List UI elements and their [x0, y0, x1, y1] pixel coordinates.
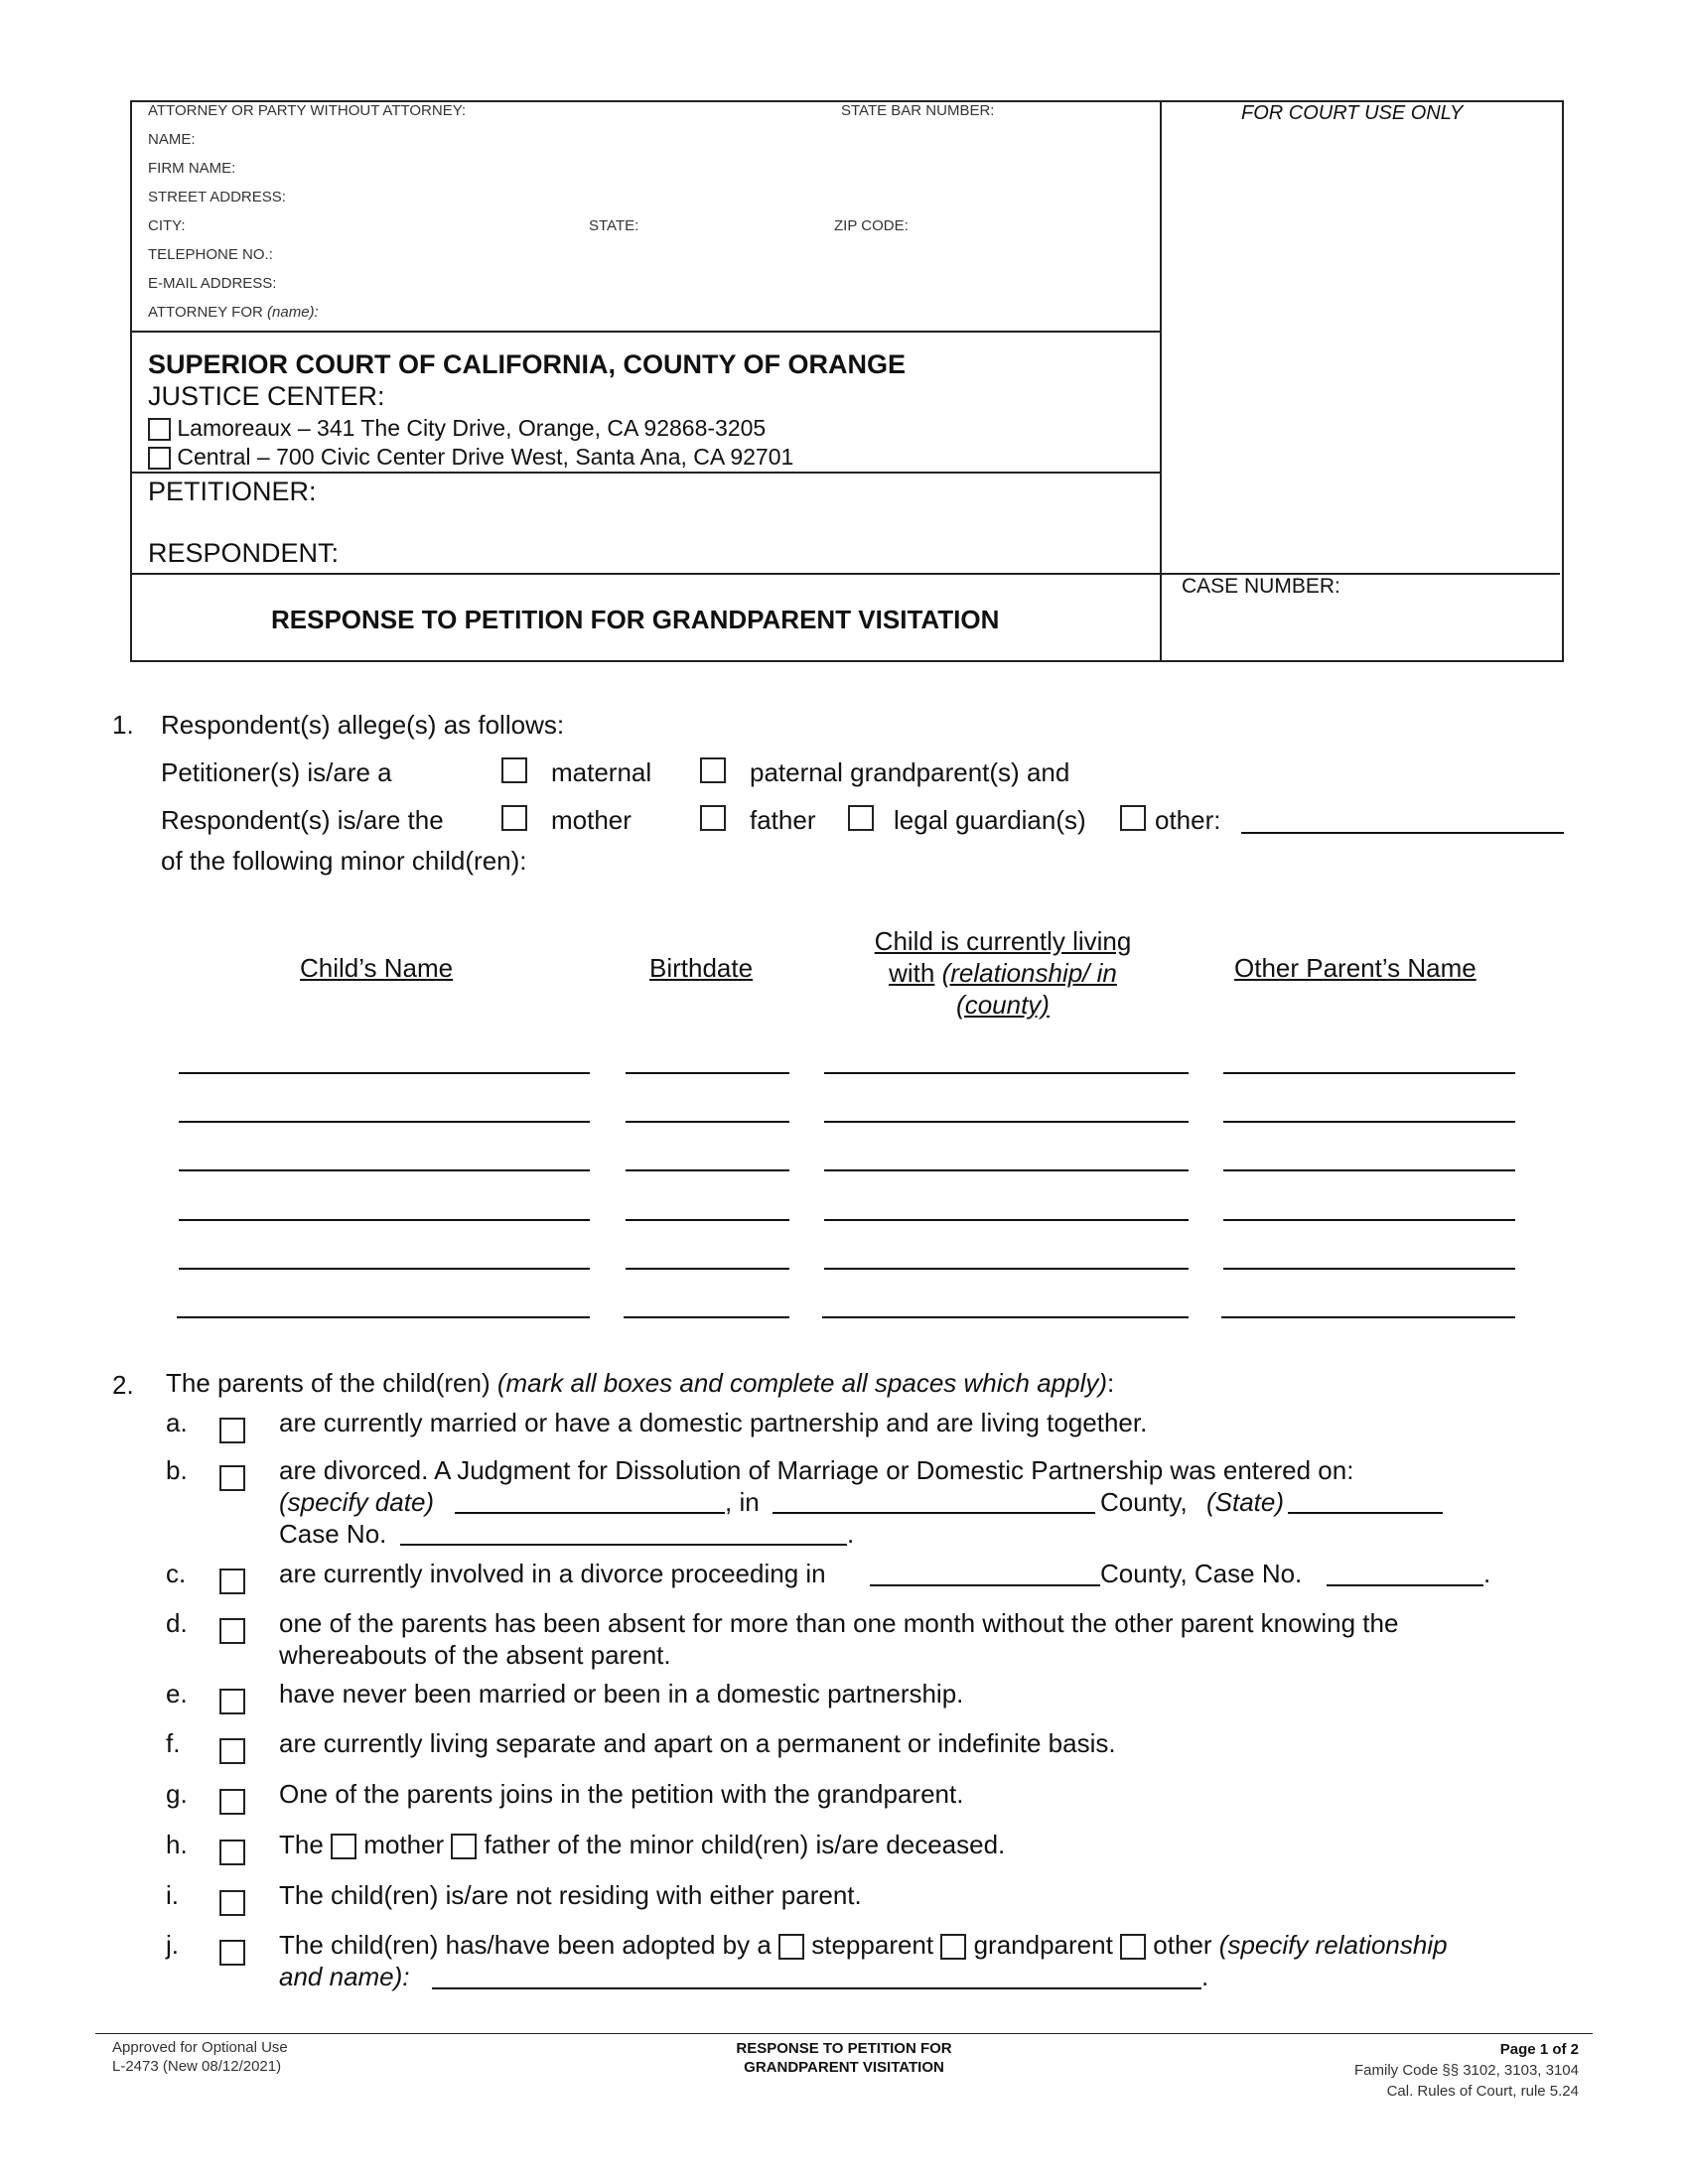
- section1-intro: Respondent(s) allege(s) as follows:: [161, 710, 565, 740]
- section2-intro-end: :: [1107, 1368, 1115, 1398]
- attorney-label: ATTORNEY OR PARTY WITHOUT ATTORNEY:: [148, 102, 467, 119]
- item-h-checkbox[interactable]: [219, 1840, 245, 1865]
- row4-other-parent[interactable]: [1223, 1219, 1515, 1221]
- row1-living[interactable]: [824, 1072, 1189, 1074]
- row1-birthdate[interactable]: [626, 1072, 789, 1074]
- court-name: SUPERIOR COURT OF CALIFORNIA, COUNTY OF ORANGE: [148, 349, 907, 379]
- item-g-checkbox[interactable]: [219, 1789, 245, 1815]
- item-j-grandparent-checkbox[interactable]: [940, 1934, 966, 1960]
- row5-living[interactable]: [824, 1268, 1189, 1270]
- section2-intro-hint: (mark all boxes and complete all spaces which apply): [496, 1368, 1108, 1398]
- respondent-relation-text: Respondent(s) is/are the: [161, 805, 444, 835]
- footer-legal: [1241, 2039, 1579, 2102]
- father-checkbox[interactable]: [700, 805, 726, 831]
- item-e-checkbox[interactable]: [219, 1689, 245, 1714]
- item-a-text: are currently married or have a domestic partnership and are living together.: [279, 1408, 1148, 1437]
- zip-label: ZIP CODE:: [834, 217, 909, 234]
- item-a-checkbox[interactable]: [219, 1418, 245, 1443]
- other-checkbox[interactable]: [1120, 805, 1146, 831]
- state-label: STATE:: [589, 217, 639, 234]
- item-f-letter: f.: [166, 1728, 181, 1758]
- item-j-letter: j.: [166, 1930, 179, 1960]
- item-b-in: , in: [725, 1487, 760, 1517]
- center-option-lamoreaux[interactable]: [148, 415, 766, 442]
- footer-title-line1: RESPONSE TO PETITION FOR: [736, 2040, 952, 2057]
- item-j-checkbox[interactable]: [219, 1940, 245, 1966]
- row5-other-parent[interactable]: [1223, 1268, 1515, 1270]
- item-j-other: other: [1153, 1930, 1212, 1960]
- item-b-date-input[interactable]: [455, 1512, 725, 1514]
- item-c-text: are currently involved in a divorce proceeding in: [279, 1559, 826, 1588]
- firm-label: FIRM NAME:: [148, 160, 236, 177]
- item-e-text: have never been married or been in a domestic partnership.: [279, 1679, 964, 1708]
- central-checkbox[interactable]: [148, 447, 171, 470]
- col-header-living-with: with: [889, 958, 935, 988]
- attorney-for-hint: (name):: [267, 304, 319, 321]
- item-h-letter: h.: [166, 1830, 188, 1859]
- row2-name[interactable]: [179, 1121, 590, 1123]
- footer-rules: Cal. Rules of Court, rule 5.24: [1386, 2083, 1579, 2100]
- respondent-label: RESPONDENT:: [148, 538, 340, 568]
- footer-page: Page 1 of 2: [1499, 2041, 1579, 2058]
- item-d-text1: one of the parents has been absent for more than one month without the other parent knowing the: [279, 1608, 1399, 1638]
- item-g-letter: g.: [166, 1779, 188, 1809]
- item-d-letter: d.: [166, 1608, 188, 1638]
- row4-birthdate[interactable]: [626, 1219, 789, 1221]
- row3-name[interactable]: [179, 1169, 590, 1171]
- footer-rule: [95, 2033, 1593, 2034]
- item-b-specify: (specify date): [279, 1487, 435, 1517]
- case-number-label: CASE NUMBER:: [1182, 575, 1340, 598]
- item-i-checkbox[interactable]: [219, 1890, 245, 1916]
- item-j-text: The child(ren) has/have been adopted by a: [279, 1930, 772, 1960]
- row4-living[interactable]: [824, 1219, 1189, 1221]
- item-j-other-checkbox[interactable]: [1120, 1934, 1146, 1960]
- row6-living[interactable]: [822, 1316, 1189, 1318]
- row3-birthdate[interactable]: [626, 1169, 789, 1171]
- item-j-stepparent: stepparent: [811, 1930, 934, 1960]
- following-children-text: of the following minor child(ren):: [161, 846, 527, 876]
- city-label: CITY:: [148, 217, 186, 234]
- col-header-birthdate: Birthdate: [649, 953, 754, 983]
- item-b-state: (State): [1206, 1487, 1285, 1517]
- item-b-case-input[interactable]: [400, 1544, 847, 1546]
- row6-name[interactable]: [177, 1316, 590, 1318]
- phone-label: TELEPHONE NO.:: [148, 246, 273, 263]
- other-label: other:: [1155, 805, 1221, 835]
- lamoreaux-label: Lamoreaux – 341 The City Drive, Orange, CA 92868-3205: [177, 415, 767, 441]
- paternal-label: paternal grandparent(s) and: [750, 757, 1070, 787]
- item-g-text: One of the parents joins in the petition with the grandparent.: [279, 1779, 964, 1809]
- item-h-mother: mother: [363, 1830, 445, 1859]
- court-use-label: FOR COURT USE ONLY: [1241, 102, 1464, 124]
- row6-other-parent[interactable]: [1221, 1316, 1515, 1318]
- item-b-period: .: [847, 1519, 855, 1549]
- footer-family-code: Family Code §§ 3102, 3103, 3104: [1354, 2062, 1579, 2079]
- form-title: RESPONSE TO PETITION FOR GRANDPARENT VISITATION: [271, 605, 1000, 634]
- name-label: NAME:: [148, 131, 196, 148]
- maternal-checkbox[interactable]: [501, 757, 527, 783]
- item-c-checkbox[interactable]: [219, 1569, 245, 1594]
- item-b-checkbox[interactable]: [219, 1465, 245, 1491]
- item-c-period: .: [1483, 1559, 1491, 1588]
- other-input[interactable]: [1241, 832, 1564, 834]
- row2-other-parent[interactable]: [1223, 1121, 1515, 1123]
- item-d-text2: whereabouts of the absent parent.: [279, 1640, 671, 1670]
- maternal-label: maternal: [551, 757, 652, 787]
- justice-center-label: JUSTICE CENTER:: [148, 381, 385, 411]
- item-f-checkbox[interactable]: [219, 1738, 245, 1764]
- item-h-the: The: [279, 1830, 324, 1859]
- item-b-state-input[interactable]: [1288, 1512, 1443, 1514]
- center-option-central[interactable]: [148, 444, 793, 471]
- mother-label: mother: [551, 805, 632, 835]
- row1-name[interactable]: [179, 1072, 590, 1074]
- attorney-divider: [130, 331, 1160, 333]
- item-b-letter: b.: [166, 1455, 188, 1485]
- col-header-living-county: (county): [956, 990, 1050, 1020]
- attorney-for-label: [148, 304, 319, 321]
- central-label: Central – 700 Civic Center Drive West, Santa Ana, CA 92701: [177, 444, 794, 470]
- item-j-relationship-input[interactable]: [432, 1987, 1201, 1989]
- petitioner-relation-text: Petitioner(s) is/are a: [161, 757, 392, 787]
- col-header-other-parent: Other Parent’s Name: [1234, 953, 1477, 983]
- footer-approved: Approved for Optional Use: [112, 2039, 288, 2056]
- caption-divider: [1160, 100, 1162, 660]
- lamoreaux-checkbox[interactable]: [148, 418, 171, 441]
- col-header-living-rel: (relationship/ in: [941, 958, 1117, 988]
- col-header-living: [824, 925, 1182, 1021]
- section1-number: 1.: [112, 710, 134, 740]
- item-f-text: are currently living separate and apart on a permanent or indefinite basis.: [279, 1728, 1116, 1758]
- item-j-line: [279, 1930, 1448, 1961]
- item-h-line: [279, 1830, 1005, 1860]
- item-j-specify: (specify relationship: [1218, 1930, 1448, 1960]
- item-i-text: The child(ren) is/are not residing with either parent.: [279, 1880, 862, 1910]
- row2-living[interactable]: [824, 1121, 1189, 1123]
- col-header-name: Child’s Name: [300, 953, 454, 983]
- item-j-and-name: and name):: [279, 1962, 410, 1991]
- item-j-period: .: [1201, 1962, 1209, 1991]
- section2-number: 2.: [112, 1370, 134, 1400]
- item-b-county-input[interactable]: [773, 1512, 1095, 1514]
- row6-birthdate[interactable]: [624, 1316, 789, 1318]
- item-c-letter: c.: [166, 1559, 187, 1588]
- title-divider: [130, 573, 1560, 575]
- item-b-case-label: Case No.: [279, 1519, 387, 1549]
- section2-intro-text: The parents of the child(ren): [166, 1368, 491, 1398]
- item-e-letter: e.: [166, 1679, 188, 1708]
- col-header-living-line2: [824, 957, 1182, 989]
- mother-checkbox[interactable]: [501, 805, 527, 831]
- footer-title: [695, 2039, 993, 2077]
- item-i-letter: i.: [166, 1880, 179, 1910]
- item-b-county: County,: [1100, 1487, 1188, 1517]
- father-label: father: [750, 805, 816, 835]
- item-j-stepparent-checkbox[interactable]: [778, 1934, 804, 1960]
- col-header-living-line1: Child is currently living: [874, 926, 1132, 956]
- paternal-checkbox[interactable]: [700, 757, 726, 783]
- row5-birthdate[interactable]: [626, 1268, 789, 1270]
- item-h-father-checkbox[interactable]: [451, 1834, 477, 1859]
- row3-living[interactable]: [824, 1169, 1189, 1171]
- item-c-county: County, Case No.: [1100, 1559, 1303, 1588]
- row1-other-parent[interactable]: [1223, 1072, 1515, 1074]
- item-d-checkbox[interactable]: [219, 1618, 245, 1644]
- item-c-case-input[interactable]: [1327, 1584, 1483, 1586]
- section2-intro: [166, 1368, 1114, 1399]
- row2-birthdate[interactable]: [626, 1121, 789, 1123]
- state-bar-label: STATE BAR NUMBER:: [841, 102, 995, 119]
- guardian-label: legal guardian(s): [894, 805, 1086, 835]
- row4-name[interactable]: [179, 1219, 590, 1221]
- petitioner-label: PETITIONER:: [148, 477, 317, 506]
- court-divider: [130, 472, 1160, 474]
- item-h-father: father of the minor child(ren) is/are deceased.: [484, 1830, 1006, 1859]
- col-header-living-line3: [824, 989, 1182, 1021]
- item-b-text: are divorced. A Judgment for Dissolution of Marriage or Domestic Partnership was entered on:: [279, 1455, 1354, 1485]
- row5-name[interactable]: [179, 1268, 590, 1270]
- attorney-for-text: ATTORNEY FOR: [148, 304, 263, 321]
- street-label: STREET ADDRESS:: [148, 189, 286, 205]
- email-label: E-MAIL ADDRESS:: [148, 275, 277, 292]
- guardian-checkbox[interactable]: [848, 805, 874, 831]
- item-a-letter: a.: [166, 1408, 188, 1437]
- footer-form-number: L-2473 (New 08/12/2021): [112, 2058, 282, 2075]
- footer-title-line2: GRANDPARENT VISITATION: [744, 2059, 944, 2076]
- row3-other-parent[interactable]: [1223, 1169, 1515, 1171]
- item-c-county-input[interactable]: [870, 1584, 1100, 1586]
- item-j-grandparent: grandparent: [973, 1930, 1113, 1960]
- item-h-mother-checkbox[interactable]: [331, 1834, 356, 1859]
